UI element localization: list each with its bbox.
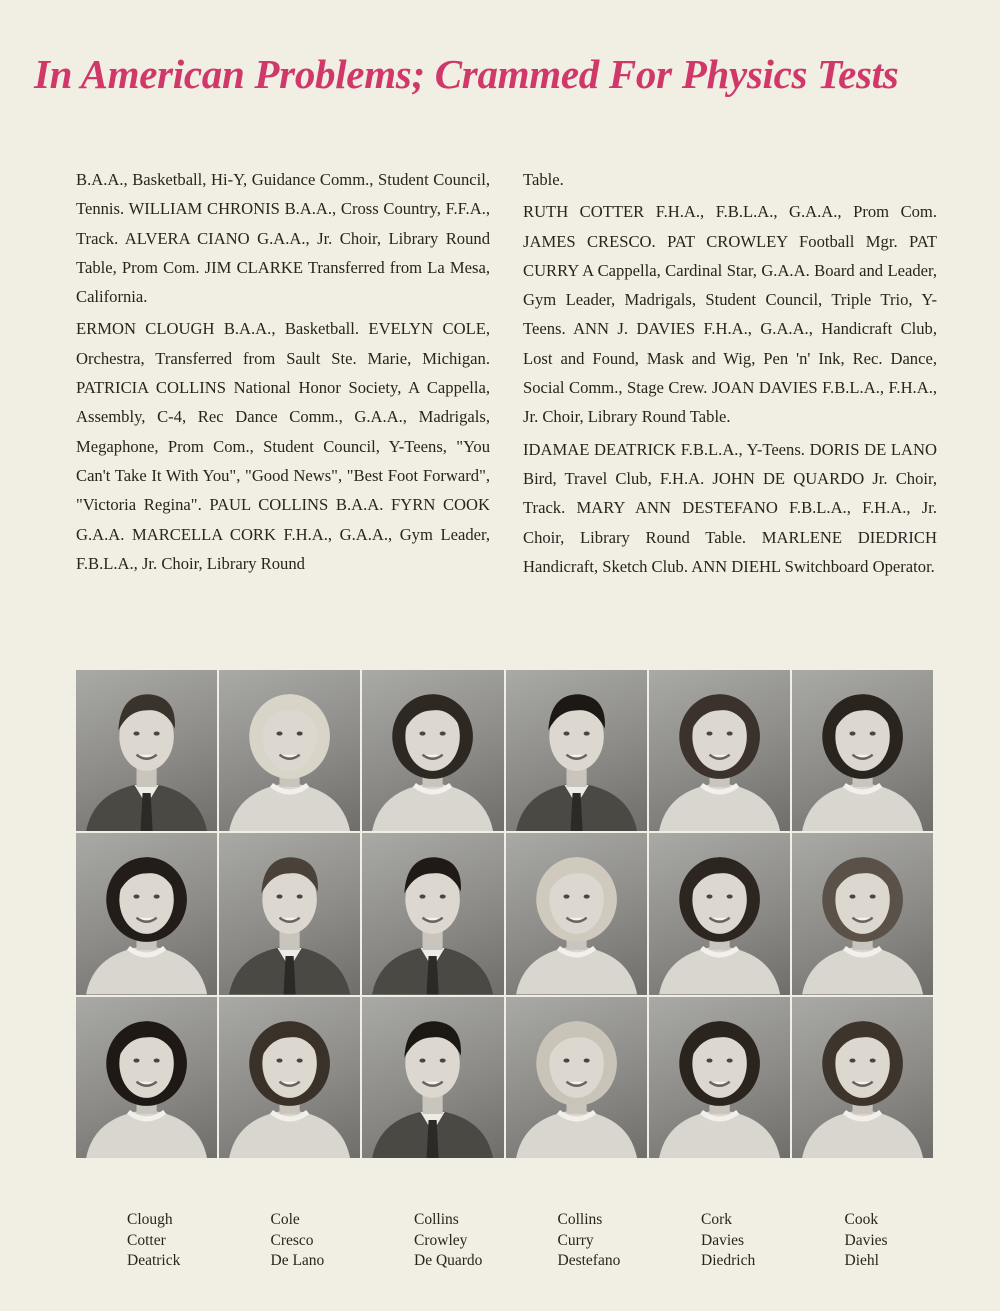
caption-name: Deatrick	[127, 1252, 181, 1269]
paragraph: Table.	[523, 170, 564, 189]
caption-name: Davies	[701, 1231, 745, 1249]
left-text-column	[76, 165, 490, 581]
caption-name: Curry	[557, 1231, 594, 1249]
caption-name: Crowley	[414, 1231, 468, 1249]
student-portrait	[649, 997, 790, 1158]
caption-name: Diehl	[844, 1252, 879, 1269]
student-portrait	[506, 670, 647, 831]
student-portrait	[792, 833, 933, 994]
caption-column	[701, 1210, 845, 1272]
student-portrait	[649, 833, 790, 994]
caption-column	[558, 1210, 702, 1272]
caption-name: Cork	[701, 1211, 732, 1228]
student-portrait	[506, 833, 647, 994]
student-portrait	[362, 997, 503, 1158]
student-portrait	[76, 670, 217, 831]
student-portrait	[362, 670, 503, 831]
student-portrait	[506, 997, 647, 1158]
portrait-captions	[127, 1210, 997, 1272]
caption-column	[127, 1210, 271, 1272]
caption-name: Cotter	[127, 1231, 166, 1249]
caption-name: Cole	[270, 1211, 300, 1228]
caption-name: De Lano	[270, 1252, 325, 1269]
caption-name: Collins	[557, 1211, 603, 1228]
student-portrait	[649, 670, 790, 831]
caption-column	[414, 1210, 558, 1272]
paragraph: ERMON CLOUGH B.A.A., Basketball. EVELYN COLE, Orchestra, Transferred from Sault Ste. Marie, Michigan. PATRICIA COLLINS National Honor Society, A Cappella, Assembly, C-4, Rec Dance Comm., G.A.A., Madrigals, Megaphone, Prom Com., Student Council, Y-Teens, "You Can't Take It With You", "Good News", "Best Foot Forward", "Victoria Regina". PAUL COLLINS B.A.A. FYRN COOK G.A.A. MARCELLA CORK F.H.A., G.A.A., Gym Leader, F.B.L.A., Jr. Choir, Library Round	[76, 319, 490, 573]
student-portrait	[219, 833, 360, 994]
caption-name: Collins	[414, 1211, 459, 1228]
student-portrait	[76, 997, 217, 1158]
caption-name: Davies	[844, 1231, 888, 1249]
caption-column	[845, 1210, 989, 1272]
paragraph: B.A.A., Basketball, Hi-Y, Guidance Comm., Student Council, Tennis. WILLIAM CHRONIS B.A.A., Cross Country, F.F.A., Track. ALVERA CIANO G.A.A., Jr. Choir, Library Round Table, Prom Com. JIM CLARKE Transferred from La Mesa, California.	[76, 170, 490, 307]
caption-name: Clough	[127, 1211, 173, 1228]
student-portrait	[219, 670, 360, 831]
portrait-grid	[76, 670, 933, 1158]
right-text-column	[523, 165, 937, 584]
caption-name: Cook	[844, 1211, 879, 1228]
paragraph: RUTH COTTER F.H.A., F.B.L.A., G.A.A., Prom Com. JAMES CRESCO. PAT CROWLEY Football Mgr. PAT CURRY A Cappella, Cardinal Star, G.A.A. Board and Leader, Gym Leader, Madrigals, Student Council, Triple Trio, Y-Teens. ANN J. DAVIES F.H.A., G.A.A., Handicraft Club, Lost and Found, Mask and Wig, Pen 'n' Ink, Rec. Dance, Social Comm., Stage Crew. JOAN DAVIES F.B.L.A., F.H.A., Jr. Choir, Library Round Table.	[523, 202, 937, 427]
student-portrait	[792, 997, 933, 1158]
caption-name: Diedrich	[701, 1252, 756, 1269]
caption-name: Destefano	[557, 1252, 621, 1269]
student-portrait	[792, 670, 933, 831]
student-portrait	[362, 833, 503, 994]
student-portrait	[76, 833, 217, 994]
caption-name: De Quardo	[414, 1252, 483, 1269]
page-title: In American Problems; Crammed For Physics Tests	[34, 51, 899, 97]
caption-column	[271, 1210, 415, 1272]
paragraph: IDAMAE DEATRICK F.B.L.A., Y-Teens. DORIS DE LANO Bird, Travel Club, F.H.A. JOHN DE QUARDO Jr. Choir, Track. MARY ANN DESTEFANO F.B.L.A., F.H.A., Jr. Choir, Library Round Table. MARLENE DIEDRICH Handicraft, Sketch Club. ANN DIEHL Switchboard Operator.	[523, 439, 937, 576]
student-portrait	[219, 997, 360, 1158]
caption-name: Cresco	[270, 1231, 314, 1249]
